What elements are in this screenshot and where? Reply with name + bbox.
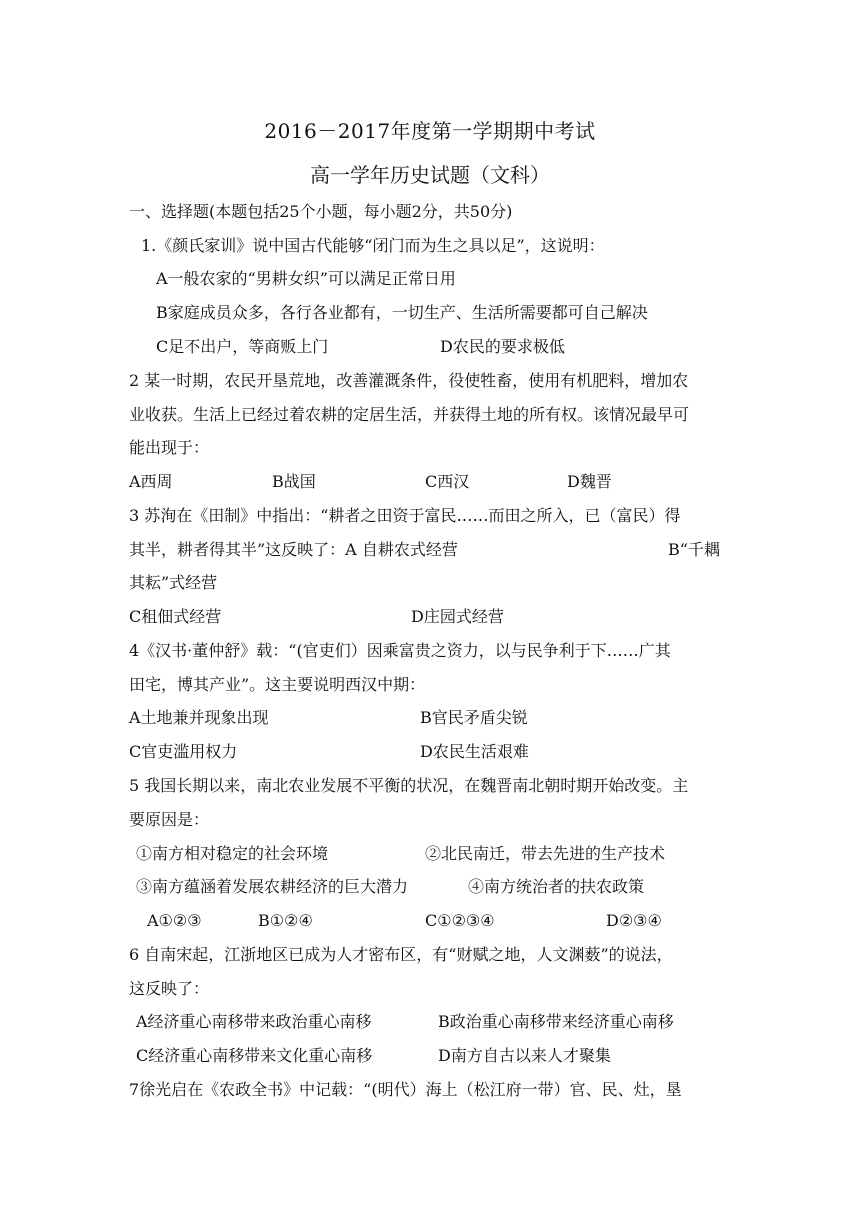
question-2-option-b: B战国 [272,472,316,491]
exam-title: 2016－2017年度第一学期期中考试 [264,119,596,143]
question-5-option-b: B①②④ [258,911,313,930]
question-4-option-b: B官民矛盾尖锐 [420,708,528,727]
question-2-option-a: A西周 [129,472,173,491]
question-5-item-2: ②北民南迁，带去先进的生产技术 [425,844,666,863]
question-3-stem-line-1: 3 苏洵在《田制》中指出：“耕者之田资于富民……而田之所入，已（富民）得 [129,506,681,525]
question-5-stem-line-2: 要原因是： [129,810,210,829]
question-5-option-c: C①②③④ [425,911,495,930]
question-3-option-d: D庄园式经营 [411,607,504,626]
question-5-option-a: A①②③ [147,911,202,930]
question-3-stem-line-3: 其耘”式经营 [129,573,218,592]
question-4-stem-line-2: 田宅，博其产业”。这主要说明西汉中期： [129,675,426,694]
question-5-option-d: D②③④ [606,911,662,930]
question-1-option-b: B家庭成员众多，各行各业都有，一切生产、生活所需要都可自己解决 [156,303,648,322]
question-5-stem-line-1: 5 我国长期以来，南北农业发展不平衡的状况，在魏晋南北朝时期开始改变。主 [129,776,689,795]
section-heading: 一、选择题(本题包括25个小题，每小题2分，共50分) [129,202,513,221]
question-2-option-c: C西汉 [425,472,470,491]
question-6-option-a: A经济重心南移带来政治重心南移 [136,1012,372,1031]
question-4-option-a: A土地兼并现象出现 [129,708,269,727]
question-2-option-d: D魏晋 [567,472,612,491]
question-3-stem-line-2: 其半，耕者得其半”这反映了：A 自耕农式经营 [129,540,458,559]
question-5-item-3: ③南方蕴涵着发展农耕经济的巨大潜力 [136,877,409,896]
question-6-option-d: D南方自古以来人才聚集 [438,1046,611,1065]
question-3-option-b-start: B“千耦 [668,540,720,559]
question-4-option-d: D农民生活艰难 [420,742,529,761]
question-1-option-c: C足不出户，等商贩上门 [156,337,329,356]
exam-subtitle: 高一学年历史试题（文科） [310,163,550,187]
question-4-stem-line-1: 4《汉书·董仲舒》载：“(官吏们）因乘富贵之资力，以与民争利于下……广其 [129,641,671,660]
question-1-option-a: A一般农家的“男耕女织”可以满足正常日用 [156,269,456,288]
question-3-option-c: C租佃式经营 [129,607,222,626]
question-2-stem-line-3: 能出现于： [129,438,210,457]
question-6-stem-line-2: 这反映了： [129,979,210,998]
question-7-stem-line-1: 7徐光启在《农政全书》中记载：“(明代）海上（松江府一带）官、民、灶，垦 [129,1080,682,1099]
question-1-option-d: D农民的要求极低 [440,337,565,356]
question-1-stem: 1.《颜氏家训》说中国古代能够“闭门而为生之具以足”，这说明： [141,236,605,255]
question-2-stem-line-1: 2 某一时期，农民开垦荒地，改善灌溉条件，役使牲畜，使用有机肥料，增加农 [129,371,689,390]
question-6-option-b: B政治重心南移带来经济重心南移 [438,1012,674,1031]
question-4-option-c: C官吏滥用权力 [129,742,238,761]
question-5-item-4: ④南方统治者的扶农政策 [468,877,645,896]
question-6-option-c: C经济重心南移带来文化重心南移 [136,1046,373,1065]
question-6-stem-line-1: 6 自南宋起，江浙地区已成为人才密布区，有“财赋之地，人文渊薮”的说法， [129,945,673,964]
question-2-stem-line-2: 业收获。生活上已经过着农耕的定居生活，并获得土地的所有权。该情况最早可 [129,405,690,424]
question-5-item-1: ①南方相对稳定的社会环境 [136,844,329,863]
